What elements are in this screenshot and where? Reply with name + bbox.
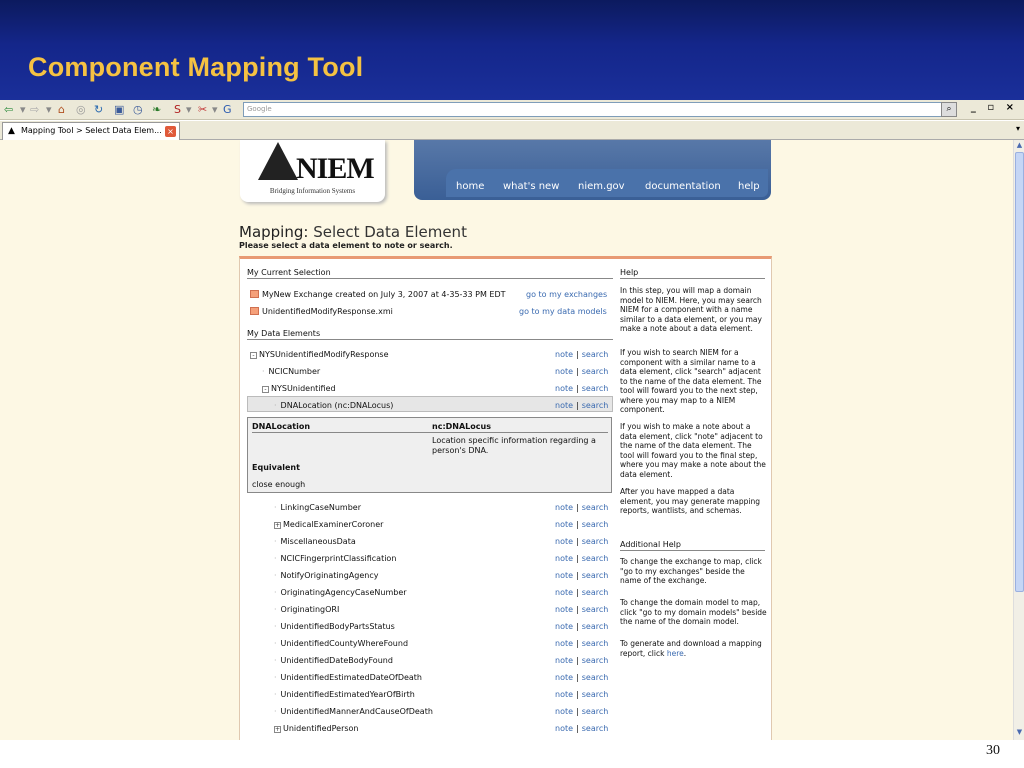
tree-row-label[interactable]: OriginatingORI [280,605,340,614]
link-separator: | [576,690,579,699]
tree-row [250,350,389,359]
note-link[interactable]: note [555,622,574,631]
help-paragraph: If you wish to make a note about a data element, click "note" adjacent to the name of the data element. The tool will foward you to the final step, where you may make a note about the data element. [620,422,766,479]
stop-icon[interactable]: ◎ [76,103,86,116]
tree-guide: · [262,367,265,376]
link-separator: | [576,503,579,512]
search-link[interactable]: search [581,673,609,682]
expand-icon[interactable]: + [275,522,281,529]
tree-row-label[interactable]: UnidentifiedEstimatedDateOfDeath [280,673,423,682]
tree-guide: · [274,554,277,563]
tree-guide: · [274,656,277,665]
tree-row [274,639,408,648]
exchange-row: MyNew Exchange created on July 3, 2007 at 4-35-33 PM EDT [250,290,506,299]
nav-niem-gov[interactable]: niem.gov [578,181,625,192]
row-actions [555,367,608,376]
tree-row [274,503,361,512]
tree-row-label[interactable]: MedicalExaminerCoroner [283,520,384,529]
tree-row-label[interactable]: UnidentifiedBodyPartsStatus [280,622,395,631]
tree-guide: · [274,690,277,699]
forward-icon[interactable]: ⇨ [30,103,40,116]
report-help-text: To generate and download a mapping report, click [620,639,762,658]
model-row: UnidentifiedModifyResponse.xmi [250,307,393,316]
go-to-data-models-link[interactable]: go to my data models [519,307,607,316]
row-actions [555,724,608,733]
note-link[interactable]: note [555,384,574,393]
search-link[interactable]: search [581,656,609,665]
go-to-exchanges-link[interactable]: go to my exchanges [526,290,608,299]
search-link[interactable]: search [581,724,609,733]
link-separator: | [576,639,579,648]
link-separator: | [576,401,579,410]
tooltip-element-name: DNALocation [252,422,311,431]
tooltip-niem-name: nc:DNALocus [432,422,491,431]
row-actions [555,350,608,359]
search-link[interactable]: search [581,690,609,699]
link-separator: | [576,724,579,733]
tree-row-label[interactable]: UnidentifiedEstimatedYearOfBirth [280,690,415,699]
additional-help-header: Additional Help [620,540,765,551]
back-icon[interactable]: ⇦ [4,103,14,116]
dropdown-icon[interactable]: ▾ [46,103,52,116]
row-actions [555,537,608,546]
tree-row [274,571,378,580]
link-separator: | [576,605,579,614]
tree-row [274,724,359,733]
search-link[interactable]: search [581,571,609,580]
tree-guide: · [274,673,277,682]
nav-home[interactable]: home [456,181,485,192]
tooltip-equivalent-value: close enough [252,480,306,489]
page-title-prefix: Mapping: [239,223,309,241]
tree-row-label[interactable]: NotifyOriginatingAgency [280,571,379,580]
link-separator: | [576,707,579,716]
tree-row-label[interactable]: NYSUnidentified [271,384,336,393]
link-separator: | [576,673,579,682]
search-link[interactable]: search [581,503,609,512]
collapse-icon[interactable]: - [250,352,257,359]
row-actions [555,401,608,410]
dropdown-icon[interactable]: ▾ [20,103,26,116]
scroll-up-icon[interactable]: ▲ [1016,141,1023,149]
tree-row [274,401,393,410]
tree-row-label[interactable]: UnidentifiedPerson [283,724,359,733]
row-actions [555,588,608,597]
link-separator: | [576,367,579,376]
search-button[interactable] [941,102,957,117]
row-actions [555,622,608,631]
tree-row [274,554,396,563]
note-link[interactable]: note [555,673,574,682]
link-separator: | [576,656,579,665]
tree-row [274,605,339,614]
logo-tagline: Bridging Information Systems [269,187,356,195]
page-subtitle: Please select a data element to note or search. [239,241,453,250]
s-icon[interactable]: S [174,103,181,116]
note-link[interactable]: note [555,690,574,699]
row-actions [555,639,608,648]
data-elements-header: My Data Elements [247,329,613,340]
report-help-end: . [683,648,687,658]
row-actions [555,605,608,614]
link-separator: | [576,554,579,563]
page-number: 30 [986,743,1000,758]
slide-title: Component Mapping Tool [28,52,364,82]
link-separator: | [576,520,579,529]
tree-row-label[interactable]: NCICNumber [268,367,321,376]
file-icon [250,307,259,315]
search-link[interactable]: search [581,401,609,410]
google-g-icon[interactable]: G [223,103,232,116]
search-link[interactable]: search [581,707,609,716]
tree-guide: · [274,639,277,648]
row-actions [555,503,608,512]
element-tooltip [247,417,612,493]
logo-triangle [258,142,298,180]
note-link[interactable]: note [555,588,574,597]
folder-icon [250,290,259,298]
tree-guide: · [274,588,277,597]
tree-row [262,367,320,376]
search-input[interactable]: Google [243,102,956,117]
close-tab-icon[interactable]: × [165,126,176,137]
row-actions [555,690,608,699]
link-separator: | [576,350,579,359]
tree-row-label[interactable]: MiscellaneousData [280,537,356,546]
current-selection-header: My Current Selection [247,268,613,279]
note-link[interactable]: note [555,350,574,359]
help-paragraph: If you wish to search NIEM for a component with a similar name to a data element, click "search" adjacent to the name of the data element. The tool will foward you to the next step, where you may map to a NIEM component. [620,348,762,414]
note-link[interactable]: note [555,605,574,614]
tree-guide: · [274,537,277,546]
link-separator: | [576,622,579,631]
row-actions [555,520,608,529]
row-actions [555,571,608,580]
scroll-down-icon[interactable]: ▼ [1016,728,1023,736]
note-link[interactable]: note [555,367,574,376]
tree-row [274,656,393,665]
home-icon[interactable]: ⌂ [58,103,65,116]
tree-row-label[interactable]: OriginatingAgencyCaseNumber [280,588,407,597]
tree-row [274,690,415,699]
search-link[interactable]: search [581,520,609,529]
note-link[interactable]: note [555,639,574,648]
tree-row [274,520,383,529]
additional-help-paragraph: To change the domain model to map, click "go to my domain models" beside the name of the domain model. [620,598,767,626]
tools-icon[interactable]: ✂ [198,103,208,116]
search-link[interactable]: search [581,605,609,614]
note-link[interactable]: note [555,520,574,529]
nav-help[interactable]: help [738,181,760,192]
tree-row [274,537,356,546]
tab-title: Mapping Tool > Select Data Elem... [21,126,162,135]
tab-list-dropdown-icon[interactable]: ▾ [1015,124,1020,133]
tree-guide: · [274,401,277,410]
tree-guide: · [274,707,277,716]
tree-row-label[interactable]: UnidentifiedMannerAndCauseOfDeath [280,707,433,716]
slide-footer [0,740,1024,768]
tooltip-equivalent-label: Equivalent [252,463,300,472]
row-actions [555,656,608,665]
row-actions [555,554,608,563]
note-link[interactable]: note [555,401,574,410]
collapse-icon[interactable]: - [262,386,269,393]
link-separator: | [576,588,579,597]
tree-row [262,384,336,393]
report-here-link[interactable]: here [666,648,684,658]
note-link[interactable]: note [555,503,574,512]
window-controls[interactable]: _ ▫ × [970,102,1018,113]
report-help-paragraph [620,639,768,658]
search-link[interactable]: search [581,639,609,648]
tree-row-label[interactable]: UnidentifiedCountyWhereFound [280,639,409,648]
scrollbar[interactable] [1013,140,1024,740]
search-link[interactable]: search [581,588,609,597]
expand-icon[interactable]: + [275,726,281,733]
search-link[interactable]: search [581,554,609,563]
row-actions [555,707,608,716]
niem-favicon-icon: ▲ [8,126,15,136]
link-separator: | [576,537,579,546]
link-separator: | [576,384,579,393]
tree-row [274,673,422,682]
search-link[interactable]: search [581,350,609,359]
dropdown-icon[interactable]: ▾ [186,103,192,116]
search-link[interactable]: search [581,384,609,393]
note-link[interactable]: note [555,571,574,580]
note-link[interactable]: note [555,656,574,665]
page-title-main: Select Data Element [313,223,467,241]
tooltip-divider [252,432,608,433]
search-icon: ⌕ [946,104,952,114]
row-actions [555,384,608,393]
help-header: Help [620,268,765,279]
reload-icon[interactable]: ↻ [94,103,104,116]
tab-bar [0,121,1024,140]
search-link[interactable]: search [581,537,609,546]
note-link[interactable]: note [555,707,574,716]
row-actions [555,673,608,682]
niem-logo[interactable] [240,140,385,202]
search-link[interactable]: search [581,622,609,631]
browser-tab[interactable] [2,122,180,140]
note-link[interactable]: note [555,537,574,546]
help-paragraph: After you have mapped a data element, you may generate mapping reports, wantlists, and schemas. [620,487,760,515]
tree-guide: · [274,622,277,631]
additional-help-paragraph: To change the exchange to map, click "go to my exchanges" beside the name of the exchange. [620,557,762,585]
site-nav [414,140,771,200]
dropdown-icon[interactable]: ▾ [212,103,218,116]
tree-row-label[interactable]: LinkingCaseNumber [280,503,362,512]
tree-row-label[interactable]: NCICFingerprintClassification [280,554,397,563]
page-title [239,223,467,241]
search-link[interactable]: search [581,367,609,376]
note-link[interactable]: note [555,554,574,563]
tree-row [274,622,395,631]
leaf-icon[interactable]: ❧ [152,103,162,116]
link-separator: | [576,571,579,580]
bookmark-icon[interactable]: ▣ [114,103,125,116]
tree-guide: · [274,503,277,512]
note-link[interactable]: note [555,724,574,733]
tree-row [274,707,433,716]
help-paragraph: In this step, you will map a domain model to NIEM. Here, you may search NIEM for a component with a name similar to a data element, or you may make a note about a data element. [620,286,762,333]
tree-row-label[interactable]: UnidentifiedDateBodyFound [280,656,393,665]
history-icon[interactable]: ◷ [133,103,143,116]
tree-row [274,588,407,597]
tree-guide: · [274,571,277,580]
slide-header [0,0,1024,100]
logo-text: NIEM [296,152,374,185]
tree-guide: · [274,605,277,614]
tree-row-label[interactable]: NYSUnidentifiedModifyResponse [259,350,389,359]
nav-whats-new[interactable]: what's new [503,181,560,192]
nav-documentation[interactable]: documentation [645,181,721,192]
scrollbar-thumb[interactable] [1015,152,1024,592]
tree-row-label[interactable]: DNALocation (nc:DNALocus) [280,401,394,410]
tooltip-description: Location specific information regarding a person's DNA. [432,436,596,455]
